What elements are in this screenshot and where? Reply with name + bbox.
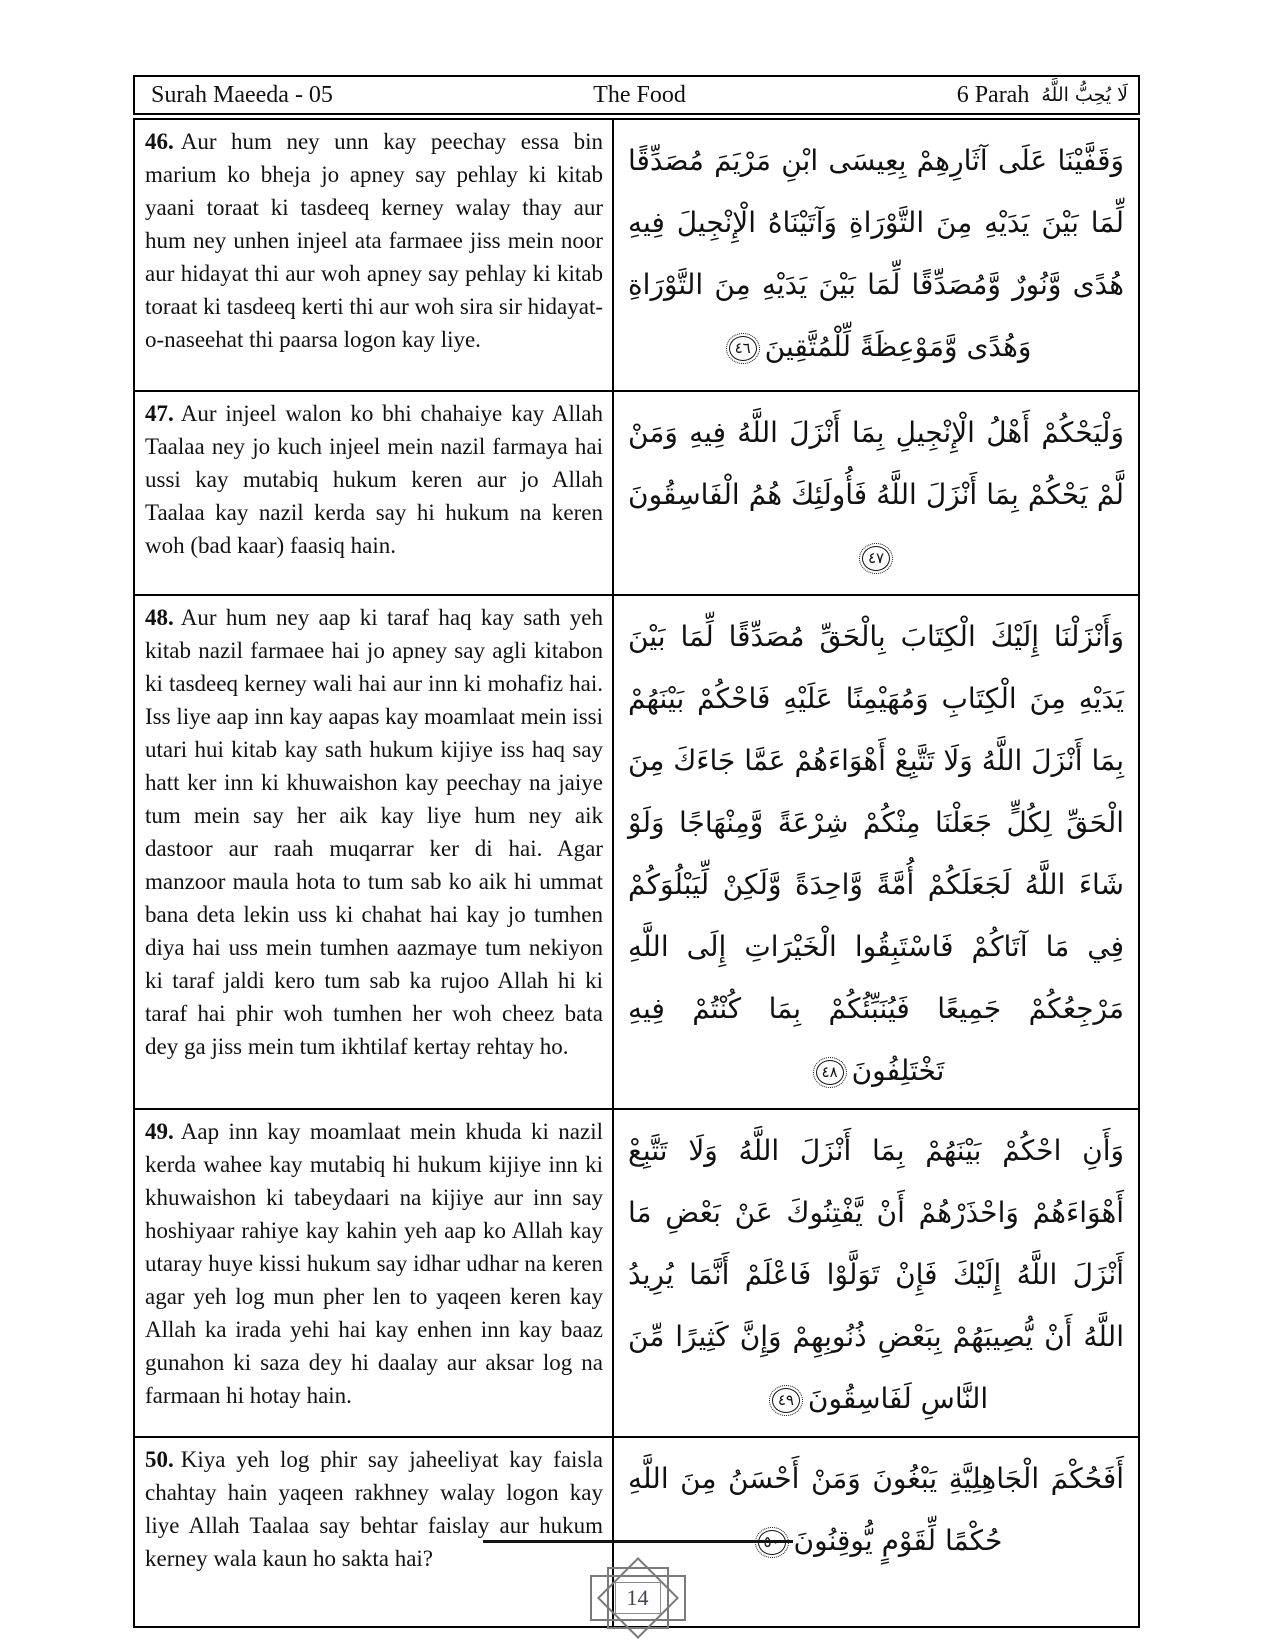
ayah-end-medallion-icon: ٤٨ <box>816 1060 844 1085</box>
footer-rule <box>483 1540 793 1543</box>
verse-number-50: 50. <box>145 1447 174 1472</box>
page-header <box>133 75 1140 115</box>
verse-arabic-47: وَلْيَحْكُمْ أَهْلُ الْإِنْجِيلِ بِمَا أَنْزَلَ اللَّهُ فِيهِ وَمَنْ لَّمْ يَحْكُمْ بِمَا أَنْزَلَ اللَّهُ فَأُولَئِكَ هُمُ الْفَاسِقُونَ <box>628 416 1124 511</box>
arabic-cell-50 <box>614 1438 1138 1626</box>
translation-cell-46 <box>135 120 614 390</box>
translation-cell-49 <box>135 1110 614 1436</box>
arabic-cell-48 <box>614 596 1138 1108</box>
verse-row-48 <box>135 596 1138 1110</box>
verse-translation-47: Aur injeel walon ko bhi chahaiye kay Allah Taalaa ney jo kuch injeel mein nazil farmaya hai ussi kay mutabiq hukum keren aur jo Allah Taalaa kay nazil kerda say hi hukum na keren woh (bad kaar) faasiq hain. <box>145 401 603 558</box>
verse-arabic-46: وَقَفَّيْنَا عَلَى آثَارِهِمْ بِعِيسَى ابْنِ مَرْيَمَ مُصَدِّقًا لِّمَا بَيْنَ يَدَيْهِ مِنَ التَّوْرَاةِ وَآتَيْنَاهُ الْإِنْجِيلَ فِيهِ هُدًى وَّنُورٌ وَّمُصَدِّقًا لِّمَا بَيْنَ يَدَيْهِ مِنَ التَّوْرَاةِ وَهُدًى وَّمَوْعِظَةً لِّلْمُتَّقِينَ <box>628 144 1124 363</box>
verse-number-48: 48. <box>145 605 174 630</box>
verse-translation-46: Aur hum ney unn kay peechay essa bin marium ko bheja jo apney say pehlay ki kitab yaani toraat ki tasdeeq kerney walay thay aur hum ney unhen injeel ata farmaee jiss mein noor aur hidayat thi aur woh apney say pehlay ki kitab toraat ki tasdeeq kerti thi aur woh sira sir hidayat-o-naseehat thi paarsa logon kay liye. <box>145 129 603 352</box>
verse-row-47 <box>135 392 1138 596</box>
verse-row-49 <box>135 1110 1138 1438</box>
arabic-cell-49 <box>614 1110 1138 1436</box>
verse-arabic-50: أَفَحُكْمَ الْجَاهِلِيَّةِ يَبْغُونَ وَمَنْ أَحْسَنُ مِنَ اللَّهِ حُكْمًا لِّقَوْمٍ يُّوقِنُونَ <box>628 1462 1124 1557</box>
arabic-cell-47 <box>614 392 1138 594</box>
verse-translation-48: Aur hum ney aap ki taraf haq kay sath yeh kitab nazil farmaee hai jo apney say agli kitabon ki tasdeeq kerney wali hai aur inn ki mohafiz hai. Iss liye aap inn kay aapas kay moamlaat mein issi utari hui kitab kay sath hukum kijiye iss haq say hatt ker inn ki khuwaishon kay peechay na jaiye tum mein say her aik kay liye hum ney aik dastoor aur raah muqarrar ker di hai. Agar manzoor maula hota to tum sab ko aik hi ummat bana deta lekin uss ki chahat hai kay jo tumhen diya hai uss mein tumhen aazmaye tum nekiyon ki taraf jaldi kero tum sab ka rujoo Allah hi ki taraf hai phir woh tumhen her woh cheez bata dey ga jiss mein tum ikhtilaf kertay rehtay ho. <box>145 605 603 1059</box>
arabic-cell-46 <box>614 120 1138 390</box>
translation-cell-50 <box>135 1438 614 1626</box>
ayah-end-medallion-icon: ٤٩ <box>772 1388 800 1413</box>
verse-arabic-49: وَأَنِ احْكُمْ بَيْنَهُمْ بِمَا أَنْزَلَ اللَّهُ وَلَا تَتَّبِعْ أَهْوَاءَهُمْ وَاحْذَرْهُمْ أَنْ يَّفْتِنُوكَ عَنْ بَعْضِ مَا أَنْزَلَ اللَّهُ إِلَيْكَ فَإِنْ تَوَلَّوْا فَاعْلَمْ أَنَّمَا يُرِيدُ اللَّهُ أَنْ يُّصِيبَهُمْ بِبَعْضِ ذُنُوبِهِمْ وَإِنَّ كَثِيرًا مِّنَ النَّاسِ لَفَاسِقُونَ <box>628 1134 1124 1415</box>
page-number-ornament <box>583 1552 693 1644</box>
verse-number-46: 46. <box>145 129 174 154</box>
verse-number-49: 49. <box>145 1119 174 1144</box>
parah-label: 6 Parah <box>956 81 1030 108</box>
surah-title: Surah Maeeda - 05 <box>151 81 333 108</box>
translation-cell-48 <box>135 596 614 1108</box>
ayah-end-medallion-icon: ٤٧ <box>862 546 890 571</box>
verse-translation-49: Aap inn kay moamlaat mein khuda ki nazil kerda wahee kay mutabiq hi hukum kijiye inn ki khuwaishon ki tabeydaari na kijiye aur inn say hoshiyaar rahiye kay kahin yeh aap ko Allah kay utaray huye kissi hukum say idhar udhar na keren agar yeh log mun pher len to yaqeen keren kay Allah ka irada yehi hai kay enhen inn kay baaz gunahon ki saza dey hi daalay aur aksar log na farmaan hi hotay hain. <box>145 1119 603 1408</box>
ayah-end-medallion-icon: ٤٦ <box>729 336 757 361</box>
page-number: 14 <box>615 1582 661 1614</box>
verse-translation-50: Kiya yeh log phir say jaheeliyat kay faisla chahtay hain yaqeen rakhney walay logon kay liye Allah Taalaa say behtar faislay aur hukum kerney wala kaun ho sakta hai? <box>145 1447 603 1571</box>
verse-table <box>133 118 1140 1628</box>
parah-info <box>783 82 1138 109</box>
page-title: The Food <box>593 81 686 108</box>
verse-arabic-48: وَأَنْزَلْنَا إِلَيْكَ الْكِتَابَ بِالْحَقِّ مُصَدِّقًا لِّمَا بَيْنَ يَدَيْهِ مِنَ الْكِتَابِ وَمُهَيْمِنًا عَلَيْهِ فَاحْكُمْ بَيْنَهُمْ بِمَا أَنْزَلَ اللَّهُ وَلَا تَتَّبِعْ أَهْوَاءَهُمْ عَمَّا جَاءَكَ مِنَ الْحَقِّ لِكُلٍّ جَعَلْنَا مِنْكُمْ شِرْعَةً وَّمِنْهَاجًا وَلَوْ شَاءَ اللَّهُ لَجَعَلَكُمْ أُمَّةً وَّاحِدَةً وَّلَكِنْ لِّيَبْلُوَكُمْ فِي مَا آتَاكُمْ فَاسْتَبِقُوا الْخَيْرَاتِ إِلَى اللَّهِ مَرْجِعُكُمْ جَمِيعًا فَيُنَبِّئُكُمْ بِمَا كُنْتُمْ فِيهِ تَخْتَلِفُونَ <box>628 620 1124 1087</box>
translation-cell-47 <box>135 392 614 594</box>
verse-row-46 <box>135 120 1138 392</box>
parah-name-arabic: لَا يُحِبُّ اللَّهُ <box>1041 84 1129 106</box>
verse-number-47: 47. <box>145 401 174 426</box>
